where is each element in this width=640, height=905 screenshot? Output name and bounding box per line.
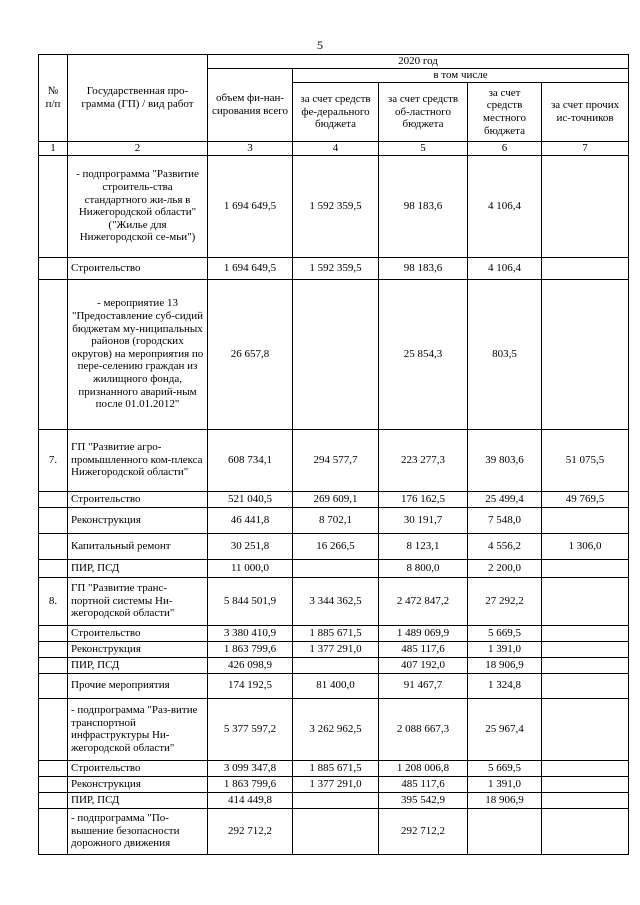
row-name: ГП "Развитие транс-портной системы Ни-жегородской области"	[68, 577, 208, 625]
cell-regional: 30 191,7	[379, 507, 468, 533]
row-name: - подпрограмма "Раз-витие транспортной инфраструктуры Ни-жегородской области"	[68, 698, 208, 760]
cell-regional: 1 489 069,9	[379, 625, 468, 641]
row-name: Реконструкция	[68, 776, 208, 792]
table-header	[39, 55, 629, 156]
page-number: 5	[317, 38, 323, 52]
cell-federal: 3 262 962,5	[293, 698, 379, 760]
cell-local: 4 556,2	[468, 533, 542, 559]
row-index: 7.	[39, 429, 68, 491]
header-year: 2020 год	[208, 55, 629, 69]
row-index	[39, 279, 68, 429]
cell-federal: 269 609,1	[293, 491, 379, 507]
cell-regional: 485 117,6	[379, 776, 468, 792]
cell-federal	[293, 559, 379, 577]
cell-local: 1 324,8	[468, 673, 542, 698]
cell-federal: 8 702,1	[293, 507, 379, 533]
cell-federal: 1 377 291,0	[293, 776, 379, 792]
cell-total: 1 694 649,5	[208, 155, 293, 257]
column-numbers-row	[39, 142, 629, 156]
cell-total: 3 099 347,8	[208, 760, 293, 776]
row-name: Строительство	[68, 257, 208, 279]
cell-other	[542, 776, 629, 792]
header-including: в том числе	[293, 69, 629, 83]
table-row	[39, 792, 629, 808]
row-name: Капитальный ремонт	[68, 533, 208, 559]
cell-federal: 3 344 362,5	[293, 577, 379, 625]
row-name: - подпрограмма "Развитие строитель-ства стандартного жи-лья в Нижегородской области" ("Жилье для Нижегородской се-мьи")	[68, 155, 208, 257]
row-index	[39, 641, 68, 657]
cell-local: 18 906,9	[468, 792, 542, 808]
cell-total: 26 657,8	[208, 279, 293, 429]
cell-other	[542, 760, 629, 776]
cell-federal	[293, 808, 379, 854]
cell-other	[542, 698, 629, 760]
row-index	[39, 792, 68, 808]
row-index	[39, 507, 68, 533]
row-index	[39, 559, 68, 577]
cell-total: 174 192,5	[208, 673, 293, 698]
header-federal: за счет средств фе-дерального бюджета	[293, 83, 379, 142]
cell-regional: 1 208 006,8	[379, 760, 468, 776]
table-row	[39, 491, 629, 507]
table-row	[39, 657, 629, 673]
cell-other	[542, 577, 629, 625]
cell-total: 292 712,2	[208, 808, 293, 854]
cell-other	[542, 641, 629, 657]
table-row	[39, 155, 629, 257]
cell-local: 5 669,5	[468, 760, 542, 776]
cell-other: 1 306,0	[542, 533, 629, 559]
cell-total: 1 694 649,5	[208, 257, 293, 279]
table-row	[39, 760, 629, 776]
header-total: объем фи-нан-сирования всего	[208, 69, 293, 142]
table-row	[39, 625, 629, 641]
table-row	[39, 507, 629, 533]
cell-total: 1 863 799,6	[208, 641, 293, 657]
cell-total: 608 734,1	[208, 429, 293, 491]
row-index	[39, 673, 68, 698]
cell-local: 803,5	[468, 279, 542, 429]
cell-regional: 485 117,6	[379, 641, 468, 657]
row-name: - мероприятие 13 "Предоставление суб-сидий бюджетам му-ниципальных районов (городских округов) на мероприятия по пере-селению граждан из жилищного фонда, признанного аварий-ным после 01.01.2012"	[68, 279, 208, 429]
table-row	[39, 776, 629, 792]
cell-other	[542, 559, 629, 577]
cell-local: 25 967,4	[468, 698, 542, 760]
row-index	[39, 657, 68, 673]
cell-other	[542, 808, 629, 854]
cell-total: 11 000,0	[208, 559, 293, 577]
cell-local: 1 391,0	[468, 776, 542, 792]
cell-local: 18 906,9	[468, 657, 542, 673]
cell-local: 4 106,4	[468, 155, 542, 257]
cell-total: 414 449,8	[208, 792, 293, 808]
cell-other	[542, 279, 629, 429]
row-name: Строительство	[68, 760, 208, 776]
cell-total: 5 377 597,2	[208, 698, 293, 760]
header-row-number: № п/п	[39, 55, 68, 142]
cell-federal: 1 592 359,5	[293, 155, 379, 257]
cell-federal	[293, 279, 379, 429]
row-index	[39, 155, 68, 257]
column-number: 2	[68, 142, 208, 156]
cell-regional: 98 183,6	[379, 155, 468, 257]
budget-table	[38, 54, 629, 855]
table-row	[39, 673, 629, 698]
cell-other	[542, 507, 629, 533]
cell-federal: 1 885 671,5	[293, 625, 379, 641]
cell-total: 1 863 799,6	[208, 776, 293, 792]
row-name: ПИР, ПСД	[68, 792, 208, 808]
cell-regional: 91 467,7	[379, 673, 468, 698]
header-program: Государственная про-грамма (ГП) / вид работ	[68, 55, 208, 142]
cell-federal: 1 885 671,5	[293, 760, 379, 776]
cell-total: 3 380 410,9	[208, 625, 293, 641]
cell-regional: 98 183,6	[379, 257, 468, 279]
column-number: 1	[39, 142, 68, 156]
row-name: Реконструкция	[68, 641, 208, 657]
cell-other: 51 075,5	[542, 429, 629, 491]
row-index	[39, 625, 68, 641]
cell-federal	[293, 657, 379, 673]
cell-other	[542, 625, 629, 641]
column-number: 6	[468, 142, 542, 156]
cell-local	[468, 808, 542, 854]
row-index: 8.	[39, 577, 68, 625]
cell-federal: 16 266,5	[293, 533, 379, 559]
header-local: за счет средств местного бюджета	[468, 83, 542, 142]
cell-federal: 1 592 359,5	[293, 257, 379, 279]
cell-regional: 292 712,2	[379, 808, 468, 854]
cell-other: 49 769,5	[542, 491, 629, 507]
cell-federal	[293, 792, 379, 808]
cell-federal: 81 400,0	[293, 673, 379, 698]
cell-regional: 2 088 667,3	[379, 698, 468, 760]
header-regional: за счет средств об-ластного бюджета	[379, 83, 468, 142]
column-number: 5	[379, 142, 468, 156]
row-name: ПИР, ПСД	[68, 657, 208, 673]
row-index	[39, 760, 68, 776]
cell-local: 1 391,0	[468, 641, 542, 657]
column-number: 3	[208, 142, 293, 156]
cell-local: 7 548,0	[468, 507, 542, 533]
table-row	[39, 577, 629, 625]
cell-local: 2 200,0	[468, 559, 542, 577]
row-index	[39, 776, 68, 792]
row-name: Прочие мероприятия	[68, 673, 208, 698]
row-index	[39, 491, 68, 507]
cell-regional: 407 192,0	[379, 657, 468, 673]
cell-local: 25 499,4	[468, 491, 542, 507]
cell-other	[542, 155, 629, 257]
row-index	[39, 698, 68, 760]
cell-other	[542, 792, 629, 808]
cell-total: 30 251,8	[208, 533, 293, 559]
row-name: ГП "Развитие агро-промышленного ком-плекса Нижегородской области"	[68, 429, 208, 491]
cell-federal: 294 577,7	[293, 429, 379, 491]
cell-other	[542, 657, 629, 673]
cell-local: 4 106,4	[468, 257, 542, 279]
cell-total: 426 098,9	[208, 657, 293, 673]
cell-regional: 395 542,9	[379, 792, 468, 808]
cell-other	[542, 673, 629, 698]
cell-local: 27 292,2	[468, 577, 542, 625]
table-row	[39, 808, 629, 854]
row-index	[39, 533, 68, 559]
table-row	[39, 698, 629, 760]
row-name: - подпрограмма "По-вышение безопасности дорожного движения	[68, 808, 208, 854]
row-name: Строительство	[68, 625, 208, 641]
table-row	[39, 559, 629, 577]
row-name: Реконструкция	[68, 507, 208, 533]
cell-regional: 176 162,5	[379, 491, 468, 507]
cell-federal: 1 377 291,0	[293, 641, 379, 657]
cell-local: 39 803,6	[468, 429, 542, 491]
table-row	[39, 641, 629, 657]
header-other: за счет прочих ис-точников	[542, 83, 629, 142]
cell-regional: 25 854,3	[379, 279, 468, 429]
cell-total: 46 441,8	[208, 507, 293, 533]
cell-total: 521 040,5	[208, 491, 293, 507]
cell-total: 5 844 501,9	[208, 577, 293, 625]
row-index	[39, 808, 68, 854]
table-row	[39, 533, 629, 559]
cell-local: 5 669,5	[468, 625, 542, 641]
column-number: 7	[542, 142, 629, 156]
table-row	[39, 429, 629, 491]
cell-regional: 8 123,1	[379, 533, 468, 559]
cell-regional: 8 800,0	[379, 559, 468, 577]
column-number: 4	[293, 142, 379, 156]
cell-regional: 2 472 847,2	[379, 577, 468, 625]
row-name: Строительство	[68, 491, 208, 507]
row-name: ПИР, ПСД	[68, 559, 208, 577]
row-index	[39, 257, 68, 279]
table-row	[39, 279, 629, 429]
cell-regional: 223 277,3	[379, 429, 468, 491]
table-row	[39, 257, 629, 279]
cell-other	[542, 257, 629, 279]
